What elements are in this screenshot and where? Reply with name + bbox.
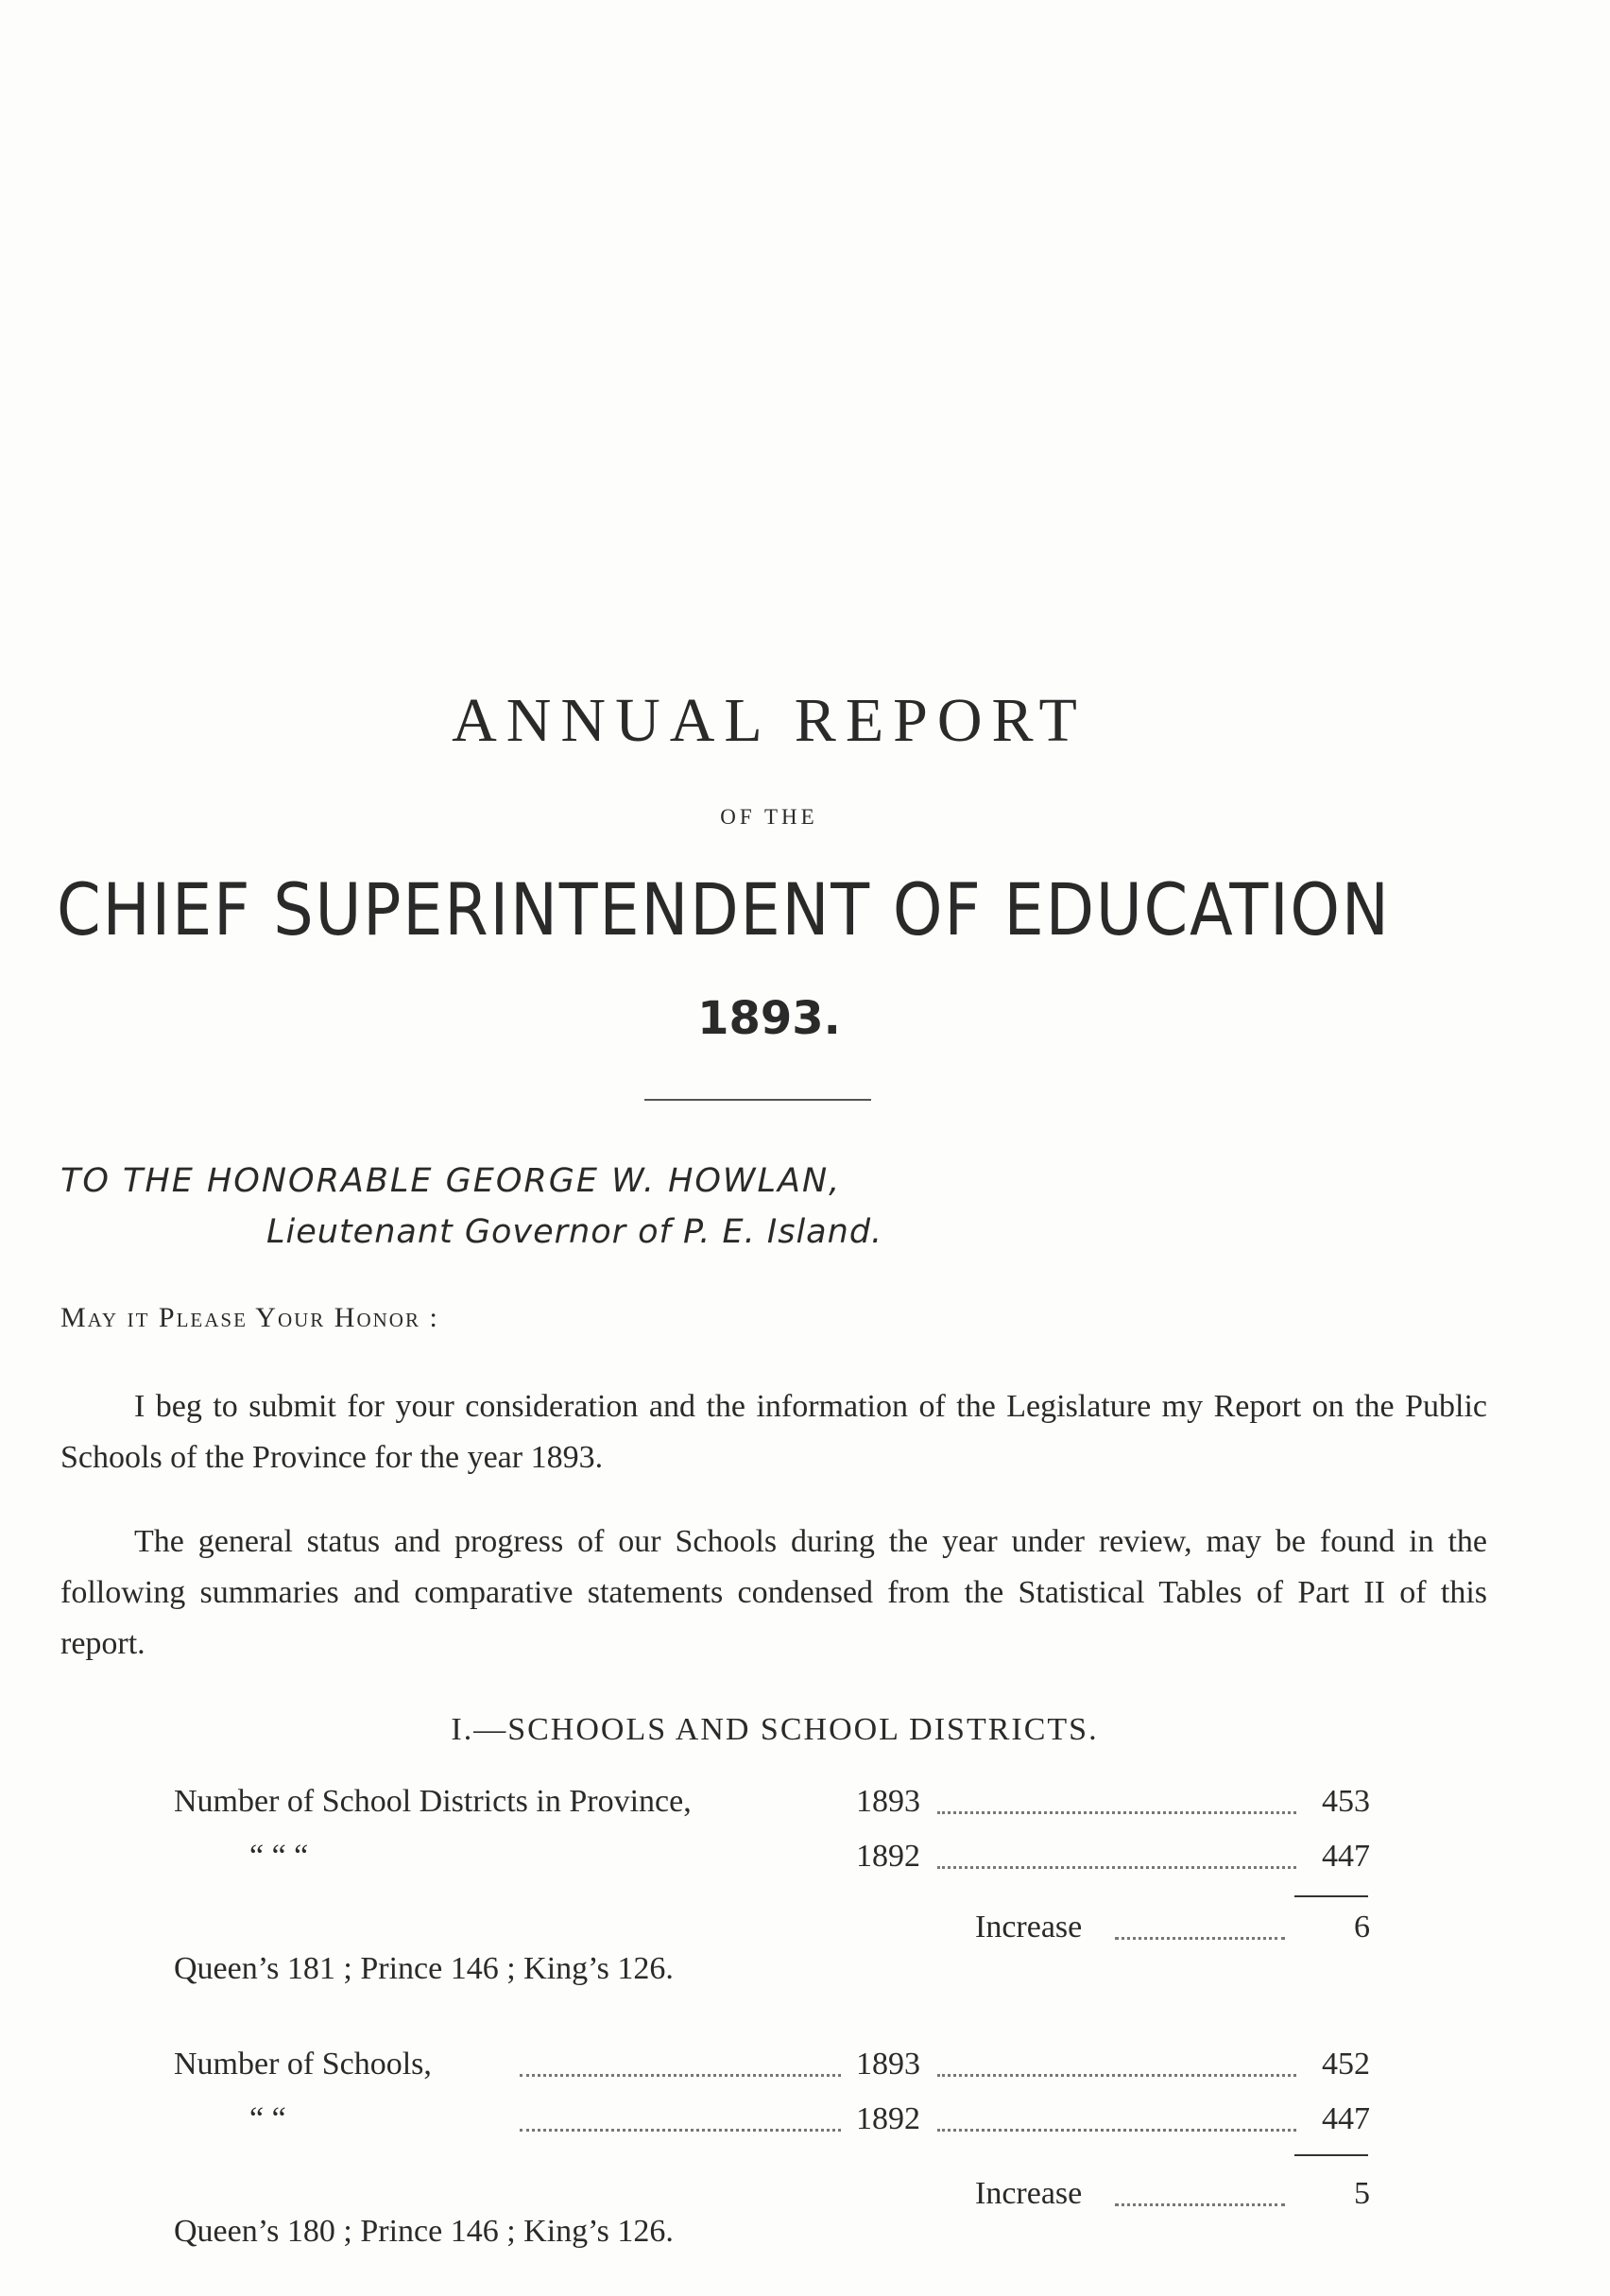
leader-dots: [937, 2032, 1296, 2077]
districts-label: Number of School Districts in Province,: [174, 1784, 692, 1819]
leader-dots: [937, 1825, 1296, 1869]
districts-value-1892: 447: [1322, 1839, 1370, 1874]
schools-year-1892: 1892: [856, 2101, 920, 2136]
schools-year-1893: 1893: [856, 2047, 920, 2082]
report-title: ANNUAL REPORT: [452, 686, 1087, 755]
sum-rule: [1294, 1895, 1368, 1897]
schools-value-1893: 452: [1322, 2047, 1370, 2082]
ditto-marks: “ “: [249, 2101, 286, 2136]
schools-breakdown: Queen’s 180 ; Prince 146 ; King’s 126.: [174, 2214, 674, 2249]
leader-dots: [937, 1770, 1296, 1814]
intro-paragraph: I beg to submit for your consideration and the information of the Legislature my Report on the Public Schools of the Province for the year 1893.: [60, 1389, 1487, 1475]
districts-increase-value: 6: [1354, 1910, 1370, 1945]
leader-dots: [520, 2032, 841, 2077]
schools-increase-label: Increase: [975, 2176, 1083, 2211]
addressee-name: TO THE HONORABLE GEORGE W. HOWLAN,: [60, 1162, 842, 1200]
districts-year-1893: 1893: [856, 1784, 920, 1819]
leader-dots: [937, 2087, 1296, 2132]
sum-rule: [1294, 2154, 1368, 2156]
districts-year-1892: 1892: [856, 1839, 920, 1874]
schools-label: Number of Schools,: [174, 2047, 432, 2082]
title-divider: [644, 1099, 871, 1101]
report-office-title: CHIEF SUPERINTENDENT OF EDUCATION: [57, 867, 1391, 951]
districts-breakdown: Queen’s 181 ; Prince 146 ; King’s 126.: [174, 1951, 674, 1986]
salutation: May it Please Your Honor :: [60, 1302, 439, 1333]
report-subtitle-of-the: OF THE: [720, 805, 818, 829]
districts-increase-label: Increase: [975, 1910, 1083, 1945]
schools-increase-value: 5: [1354, 2176, 1370, 2211]
districts-value-1893: 453: [1322, 1784, 1370, 1819]
section-heading: I.—SCHOOLS AND SCHOOL DISTRICTS.: [451, 1712, 1099, 1747]
report-year: 1893.: [697, 992, 841, 1045]
status-paragraph: The general status and progress of our Schools during the year under review, may be found in the following summaries and comparative statements condensed from the Statistical Tables of Part II of this report.: [60, 1524, 1487, 1661]
schools-value-1892: 447: [1322, 2101, 1370, 2136]
ditto-marks: “ “ “: [249, 1839, 309, 1874]
leader-dots: [520, 2087, 841, 2132]
addressee-title: Lieutenant Governor of P. E. Island.: [266, 1213, 883, 1251]
